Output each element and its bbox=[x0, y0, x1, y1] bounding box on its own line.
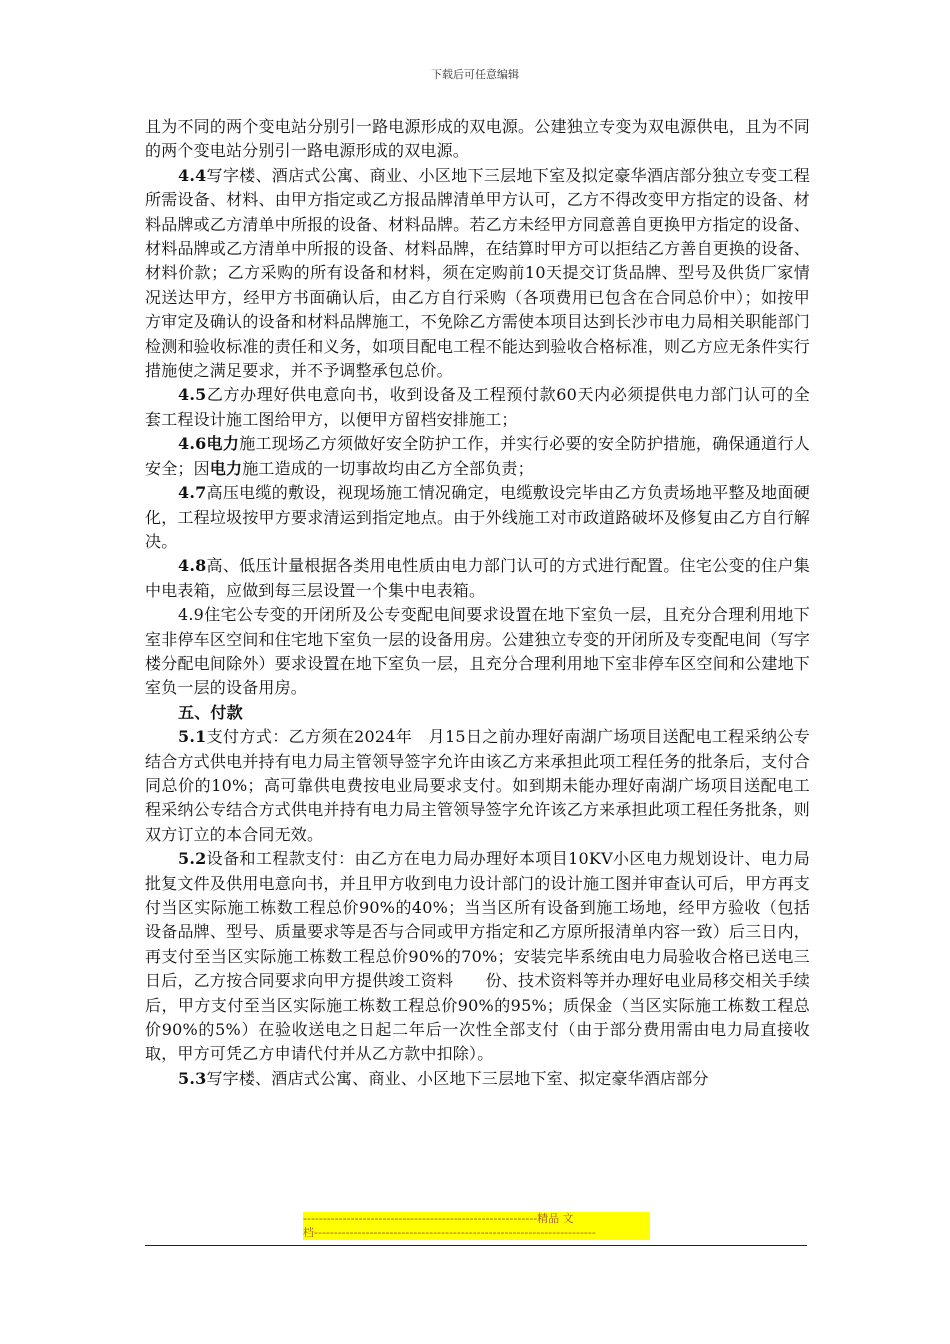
clause-text: 写字楼、酒店式公寓、商业、小区地下三层地下室及拟定豪华酒店部分独立专变工程所需设备、材料、由甲方指定或乙方报品牌清单甲方认可，乙方不得改变甲方指定的设备、材料品牌或乙方清单中所报的设备、材料品牌。若乙方未经甲方同意善自更换甲方指定的设备、材料品牌或乙方清单中所报的设备、材料品牌，在结算时甲方可以拒结乙方善自更换的设备、材料价款；乙方采购的所有设备和材料，须在定购前10天提交订货品牌、型号及供货厂家情况送达甲方，经甲方书面确认后，由乙方自行采购（各项费用已包含在合同总价中）；如按甲方审定及确认的设备和材料品牌施工，不免除乙方需使本项目达到长沙市电力局相关职能部门检测和验收标准的责任和义务，如项目配电工程不能达到验收合格标准，则乙方应无条件实行措施使之满足要求，并不予调整承包总价。 bbox=[145, 165, 810, 381]
clause-4-7 bbox=[145, 481, 810, 554]
clause-4-9: 4.9住宅公专变的开闭所及公专变配电间要求设置在地下室负一层，且充分合理利用地下室非停车区空间和住宅地下室负一层的设备用房。公建独立专变的开闭所及专变配电间（写字楼分配电间除外）要求设置在地下室负一层，且充分合理利用地下室非停车区空间和公建地下室负一层的设备用房。 bbox=[145, 605, 810, 698]
clause-text: 施工现场乙方须做好安全防护工作，并实行必要的安全防护措施，确保通道行人安全；因 bbox=[145, 434, 810, 478]
clause-number: 4.8 bbox=[178, 556, 207, 576]
clause-5-2 bbox=[145, 847, 810, 1067]
footer-watermark bbox=[303, 1212, 650, 1240]
clause-text: 写字楼、酒店式公寓、商业、小区地下三层地下室、拟定豪华酒店部分 bbox=[206, 1068, 709, 1088]
clause-number: 4.4 bbox=[178, 165, 207, 185]
clause-text: 高、低压计量根据各类用电性质由电力部门认可的方式进行配置。住宅公变的住户集中电表箱，应做到每三层设置一个集中电表箱。 bbox=[145, 556, 810, 600]
page-header: 下载后可任意编辑 bbox=[431, 68, 519, 81]
clause-4-8 bbox=[145, 554, 810, 603]
clause-number: 5.2 bbox=[178, 849, 207, 869]
footer-line: -----------------------------------------------------------精品 文 bbox=[303, 1212, 650, 1226]
clause-number: 4.7 bbox=[178, 483, 207, 503]
section-heading: 五、付款 bbox=[178, 702, 243, 722]
clause-5-1 bbox=[145, 725, 810, 847]
footer-divider bbox=[145, 1245, 807, 1246]
clause-text: 设备和工程款支付：由乙方在电力局办理好本项目10KV小区电力规划设计、电力局批复文件及供用电意向书，并且甲方收到电力设计部门的设计施工图并审查认可后，甲方再支付当区实际施工栋数工程总价90%的40%；当当区所有设备到施工场地，经甲方验收（包括设备品牌、型号、质量要求等是否与合同或甲方指定和乙方原所报清单内容一致）后三日内，再支付至当区实际施工栋数工程总价90%的70%；安装完毕系统由电力局验收合格已送电三日后，乙方按合同要求向甲方提供竣工资料 份、技术资料等并办理好电业局移交相关手续后，甲方支付至当区实际施工栋数工程总价90%的95%；质保金（当区实际施工栋数工程总价90%的5%）在验收送电之日起二年后一次性全部支付（由于部分费用需由电力局直接收取，甲方可凭乙方申请代付并从乙方款中扣除）。 bbox=[145, 849, 810, 1064]
clause-5-3 bbox=[145, 1067, 810, 1091]
paragraph-continuation: 且为不同的两个变电站分别引一路电源形成的双电源。公建独立专变为双电源供电，且为不同的两个变电站分别引一路电源形成的双电源。 bbox=[145, 117, 810, 161]
clause-number: 5.1 bbox=[178, 727, 207, 747]
clause-number: 5.3 bbox=[178, 1068, 207, 1088]
bold-term: 电力 bbox=[206, 434, 240, 454]
bold-term: 电力 bbox=[209, 458, 243, 478]
clause-number: 4.5 bbox=[178, 385, 207, 405]
clause-text: 支付方式：乙方须在2024年 月15日之前办理好南湖广场项目送配电工程采纳公专结合方式供电并持有电力局主管领导签字允许由该乙方来承担此项工程任务的批条后，支付合同总价的10%；高可靠供电费按电业局要求支付。如到期未能办理好南湖广场项目送配电工程采纳公专结合方式供电并持有电力局主管领导签字允许该乙方来承担此项工程任务批条，则双方订立的本合同无效。 bbox=[145, 727, 810, 844]
document-body bbox=[145, 115, 810, 1091]
clause-text: 高压电缆的敷设，视现场施工情况确定，电缆敷设完毕由乙方负责场地平整及地面硬化，工程垃圾按甲方要求清运到指定地点。由于外线施工对市政道路破坏及修复由乙方自行解决。 bbox=[145, 483, 810, 551]
clause-4-6 bbox=[145, 432, 810, 481]
clause-text: 乙方办理好供电意向书，收到设备及工程预付款60天内必须提供电力部门认可的全套工程设计施工图给甲方，以便甲方留档安排施工； bbox=[145, 385, 810, 429]
clause-4-5 bbox=[145, 383, 810, 432]
clause-4-4 bbox=[145, 164, 810, 384]
clause-text: 施工造成的一切事故均由乙方全部负责； bbox=[242, 458, 534, 478]
footer-line: 档----------------------------------------------------------------------- bbox=[303, 1226, 650, 1240]
clause-number: 4.6 bbox=[178, 434, 207, 454]
